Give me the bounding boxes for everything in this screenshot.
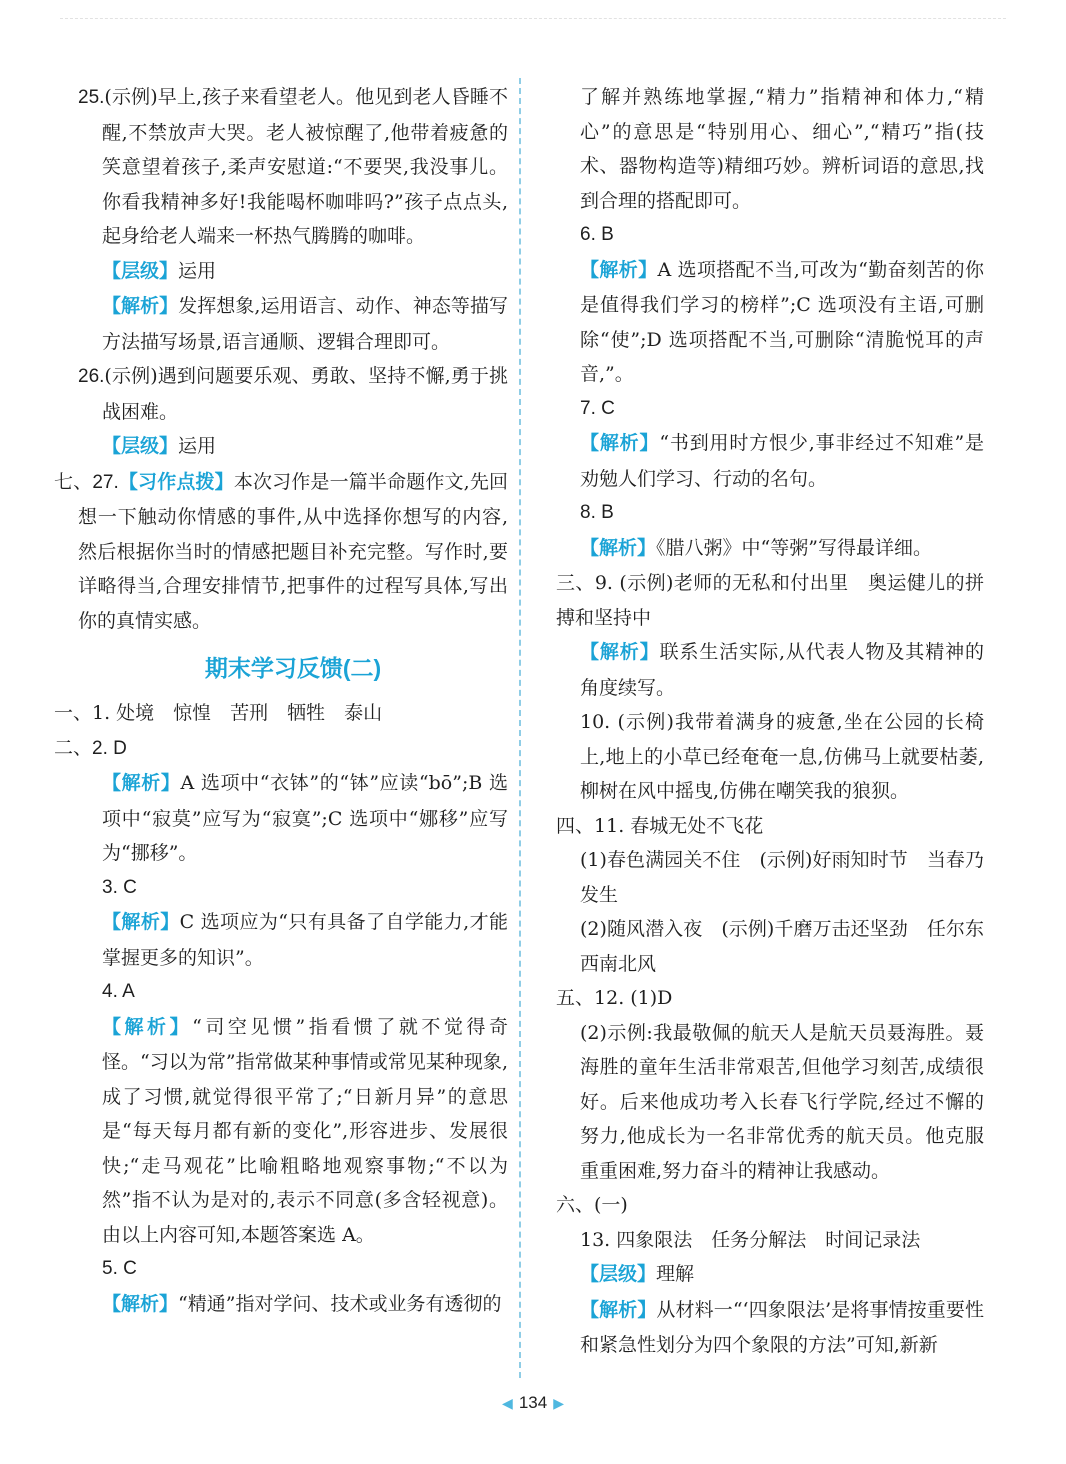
q7-analysis: 【解析】“书到用时方恨少,事非经过不知难”是劝勉人们学习、行动的名句。: [580, 432, 984, 490]
q8-answer: 8. B: [580, 502, 614, 523]
q26-level: 【层级】运用: [102, 435, 217, 457]
section4-q11: 四、11. 春城无处不飞花: [556, 814, 764, 837]
q3-analysis: 【解析】C 选项应为“只有具备了自学能力,才能掌握更多的知识”。: [102, 911, 508, 969]
q5-analysis-continued: 了解并熟练地掌握,“精力”指精神和体力,“精心”的意思是“特别用心、细心”,“精巧”指(技术、器物构造等)精细巧妙。辨析词语的意思,找到合理的搭配即可。: [580, 86, 984, 212]
q25-answer: 25.(示例)早上,孩子来看望老人。他见到老人昏睡不醒,不禁放声大哭。老人被惊醒了,他带着疲惫的笑意望着孩子,柔声安慰道:“不要哭,我没事儿。你看我精神多好!我能喝杯咖啡吗?”孩子点点头,起身给老人端来一杯热气腾腾的咖啡。: [78, 86, 508, 247]
q13-level: 【层级】理解: [580, 1263, 695, 1285]
q26-answer: 26.(示例)遇到问题要乐观、勇敢、坚持不懈,勇于挑战困难。: [78, 365, 508, 423]
section-title: 期末学习反馈(二): [204, 655, 382, 681]
right-column: [556, 80, 984, 1363]
q27-answer: 七、27.【习作点拨】本次习作是一篇半命题作文,先回想一下触动你情感的事件,从中选择你想写的内容,然后根据你当时的情感把题目补充完整。写作时,要详略得当,合理安排情节,把事件的过程写具体,写出你的真情实感。: [54, 470, 508, 632]
section2-q2: 二、2. D: [54, 736, 127, 759]
q2-analysis: 【解析】A 选项中“衣钵”的“钵”应读“bō”;B 选项中“寂莫”应写为“寂寞”;C 选项中“娜移”应写为“挪移”。: [102, 772, 508, 864]
q13-analysis: 【解析】从材料一“‘四象限法’是将事情按重要性和紧急性划分为四个象限的方法”可知,新新: [580, 1298, 984, 1356]
section3-q9: 三、9. (示例)老师的无私和付出里 奥运健儿的拼搏和坚持中: [556, 572, 984, 629]
triangle-right-icon: ▶: [553, 1395, 564, 1411]
q12-part2: (2)示例:我最敬佩的航天人是航天员聂海胜。聂海胜的童年生活非常艰苦,但他学习刻苦,成绩很好。后来他成功考入长春飞行学院,经过不懈的努力,他成长为一名非常优秀的航天员。他克服重重困难,努力奋斗的精神让我感动。: [580, 1021, 984, 1182]
q11-part2: (2)随风潜入夜 (示例)千磨万击还坚劲 任尔东西南北风: [580, 918, 984, 975]
q8-analysis: 【解析】《腊八粥》中“等粥”写得最详细。: [580, 536, 932, 559]
q6-answer: 6. B: [580, 224, 614, 245]
q7-answer: 7. C: [580, 397, 615, 419]
q4-answer: 4. A: [102, 981, 135, 1002]
section6-heading: 六、(一): [556, 1194, 628, 1216]
q11-part1: (1)春色满园关不住 (示例)好雨知时节 当春乃发生: [580, 849, 984, 906]
q25-analysis: 【解析】发挥想象,运用语言、动作、神态等描写方法描写场景,语言通顺、逻辑合理即可。: [102, 295, 508, 353]
page-footer: [0, 1393, 1066, 1413]
section5-q12: 五、12. (1)D: [556, 987, 673, 1009]
q5-analysis: 【解析】“精通”指对学问、技术或业务有透彻的: [102, 1292, 502, 1315]
page-number: 134: [518, 1393, 548, 1412]
q5-answer: 5. C: [102, 1258, 137, 1279]
q6-analysis: 【解析】A 选项搭配不当,可改为“勤奋刻苦的你是值得我们学习的榜样”;C 选项没有主语,可删除“使”;D 选项搭配不当,可删除“清脆悦耳的声音,”。: [580, 258, 984, 385]
q3-answer: 3. C: [102, 876, 137, 898]
q4-analysis: 【解析】“司空见惯”指看惯了就不觉得奇怪。“习以为常”指常做某种事情或常见某种现象,成了习惯,就觉得很平常了;“日新月异”的意思是“每天每月都有新的变化”,形容进步、发展很快;“走马观花”比喻粗略地观察事物;“不以为然”指不认为是对的,表示不同意(多含轻视意)。由以上内容可知,本题答案选 A。: [102, 1015, 508, 1246]
q10-answer: 10. (示例)我带着满身的疲惫,坐在公园的长椅上,地上的小草已经奄奄一息,仿佛马上就要枯萎,柳树在风中摇曳,仿佛在嘲笑我的狼狈。: [580, 711, 984, 802]
section1-q1: 一、1. 处境 惊惶 苦刑 牺牲 泰山: [54, 702, 383, 724]
q9-analysis: 【解析】联系生活实际,从代表人物及其精神的角度续写。: [580, 641, 984, 699]
triangle-left-icon: ◀: [502, 1395, 513, 1411]
q25-level: 【层级】运用: [102, 259, 217, 282]
left-column: [54, 80, 508, 1322]
top-edge-rule: [60, 18, 1006, 29]
column-divider: [519, 78, 521, 1378]
q13-answer: 13. 四象限法 任务分解法 时间记录法: [580, 1228, 921, 1251]
